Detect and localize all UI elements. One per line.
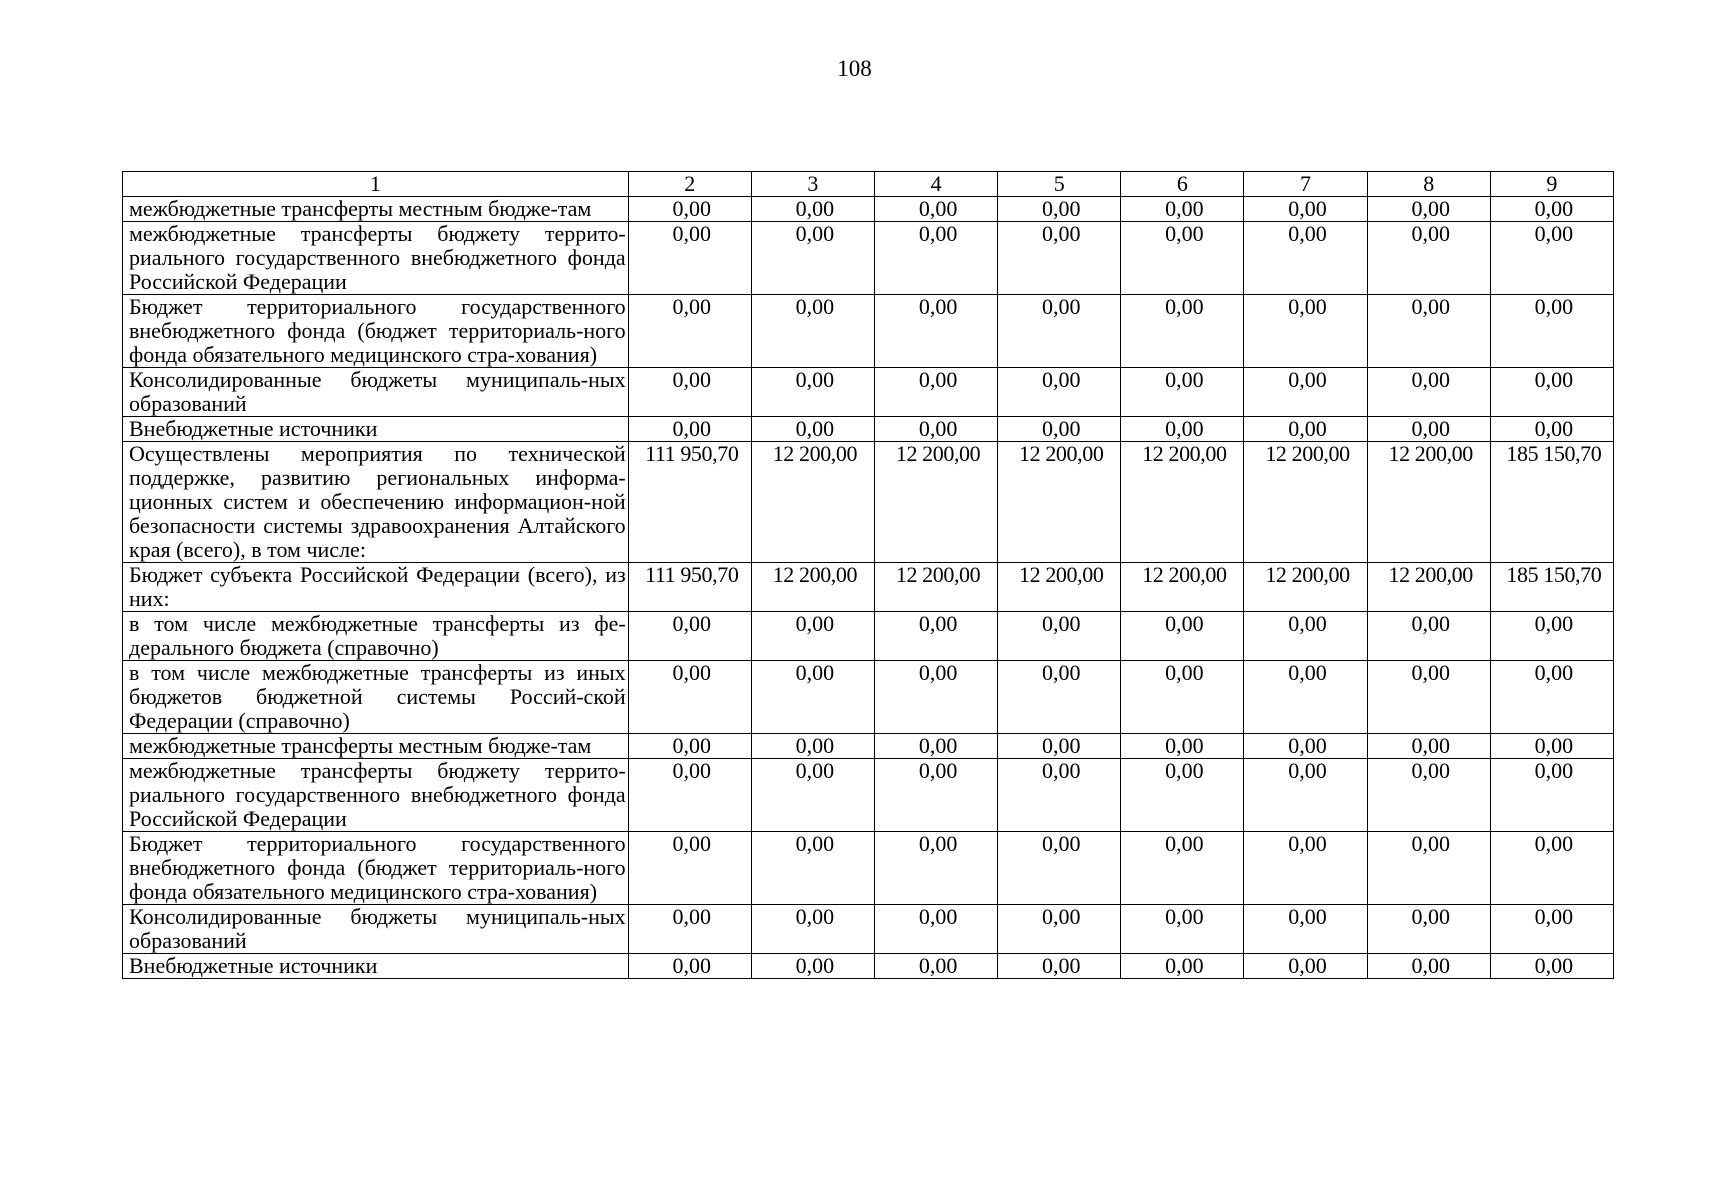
column-number: 4 bbox=[874, 172, 997, 197]
row-value: 0,00 bbox=[1244, 368, 1367, 417]
row-value: 0,00 bbox=[1121, 661, 1244, 734]
row-value: 0,00 bbox=[1367, 661, 1490, 734]
column-number: 9 bbox=[1490, 172, 1613, 197]
row-value: 0,00 bbox=[998, 905, 1121, 954]
row-value: 0,00 bbox=[1121, 612, 1244, 661]
row-value: 0,00 bbox=[1490, 222, 1613, 295]
row-value: 0,00 bbox=[751, 905, 874, 954]
column-number-row bbox=[123, 172, 1614, 197]
row-value: 0,00 bbox=[998, 612, 1121, 661]
row-value: 0,00 bbox=[998, 368, 1121, 417]
row-value: 0,00 bbox=[1367, 612, 1490, 661]
row-value: 185 150,70 bbox=[1490, 442, 1613, 563]
row-value: 0,00 bbox=[874, 368, 997, 417]
row-label: Бюджет территориального государственного внебюджетного фонда (бюджет территориаль-ного фонда обязательного медицинского стра-хования) bbox=[123, 832, 629, 905]
row-value: 0,00 bbox=[1367, 734, 1490, 759]
row-value: 12 200,00 bbox=[1244, 442, 1367, 563]
table-body bbox=[123, 197, 1614, 979]
row-value: 0,00 bbox=[874, 905, 997, 954]
row-value: 0,00 bbox=[874, 832, 997, 905]
column-number: 3 bbox=[751, 172, 874, 197]
table-row bbox=[123, 832, 1614, 905]
row-label: Консолидированные бюджеты муниципаль-ных образований bbox=[123, 368, 629, 417]
column-number: 5 bbox=[998, 172, 1121, 197]
row-value: 0,00 bbox=[998, 295, 1121, 368]
row-value: 185 150,70 bbox=[1490, 563, 1613, 612]
column-number: 7 bbox=[1244, 172, 1367, 197]
row-value: 0,00 bbox=[628, 832, 751, 905]
row-value: 12 200,00 bbox=[1121, 563, 1244, 612]
column-number: 8 bbox=[1367, 172, 1490, 197]
row-value: 0,00 bbox=[1244, 734, 1367, 759]
row-value: 0,00 bbox=[1490, 368, 1613, 417]
row-label: межбюджетные трансферты местным бюдже-там bbox=[123, 197, 629, 222]
table-row bbox=[123, 661, 1614, 734]
row-value: 0,00 bbox=[1244, 612, 1367, 661]
row-value: 12 200,00 bbox=[874, 563, 997, 612]
row-value: 0,00 bbox=[1490, 905, 1613, 954]
row-value: 0,00 bbox=[1121, 222, 1244, 295]
row-value: 111 950,70 bbox=[628, 563, 751, 612]
row-value: 0,00 bbox=[1244, 661, 1367, 734]
row-label: межбюджетные трансферты бюджету террито-риального государственного внебюджетного фонда Российской Федерации bbox=[123, 222, 629, 295]
row-value: 0,00 bbox=[1244, 759, 1367, 832]
row-value: 0,00 bbox=[751, 759, 874, 832]
row-value: 12 200,00 bbox=[1367, 442, 1490, 563]
row-value: 0,00 bbox=[628, 759, 751, 832]
table-row bbox=[123, 222, 1614, 295]
row-value: 0,00 bbox=[874, 295, 997, 368]
row-value: 12 200,00 bbox=[1367, 563, 1490, 612]
row-value: 0,00 bbox=[1121, 954, 1244, 979]
row-value: 0,00 bbox=[628, 417, 751, 442]
row-value: 0,00 bbox=[874, 759, 997, 832]
row-label: в том числе межбюджетные трансферты из иных бюджетов бюджетной системы Россий-ской Федерации (справочно) bbox=[123, 661, 629, 734]
row-value: 0,00 bbox=[751, 222, 874, 295]
row-value: 0,00 bbox=[998, 417, 1121, 442]
row-label: Бюджет территориального государственного внебюджетного фонда (бюджет территориаль-ного фонда обязательного медицинского стра-хования) bbox=[123, 295, 629, 368]
row-value: 0,00 bbox=[998, 734, 1121, 759]
row-value: 0,00 bbox=[1490, 612, 1613, 661]
row-value: 0,00 bbox=[751, 295, 874, 368]
row-value: 0,00 bbox=[1244, 954, 1367, 979]
row-value: 0,00 bbox=[998, 661, 1121, 734]
row-value: 0,00 bbox=[1244, 832, 1367, 905]
row-value: 0,00 bbox=[874, 612, 997, 661]
row-value: 0,00 bbox=[1490, 954, 1613, 979]
row-value: 12 200,00 bbox=[998, 563, 1121, 612]
page-number: 108 bbox=[837, 56, 872, 81]
row-value: 12 200,00 bbox=[998, 442, 1121, 563]
row-value: 0,00 bbox=[998, 222, 1121, 295]
row-value: 111 950,70 bbox=[628, 442, 751, 563]
row-value: 0,00 bbox=[1244, 197, 1367, 222]
row-value: 0,00 bbox=[998, 759, 1121, 832]
table-row bbox=[123, 368, 1614, 417]
row-value: 0,00 bbox=[998, 197, 1121, 222]
row-value: 0,00 bbox=[1490, 661, 1613, 734]
row-value: 0,00 bbox=[1244, 222, 1367, 295]
row-value: 12 200,00 bbox=[1244, 563, 1367, 612]
row-value: 0,00 bbox=[1121, 734, 1244, 759]
row-value: 0,00 bbox=[751, 734, 874, 759]
row-value: 0,00 bbox=[1490, 417, 1613, 442]
row-label: Консолидированные бюджеты муниципаль-ных образований bbox=[123, 905, 629, 954]
row-value: 12 200,00 bbox=[751, 563, 874, 612]
row-value: 0,00 bbox=[874, 661, 997, 734]
row-value: 0,00 bbox=[1121, 295, 1244, 368]
row-value: 0,00 bbox=[1367, 905, 1490, 954]
row-value: 0,00 bbox=[628, 368, 751, 417]
row-value: 0,00 bbox=[628, 954, 751, 979]
row-value: 0,00 bbox=[1490, 759, 1613, 832]
row-value: 0,00 bbox=[628, 612, 751, 661]
table-row bbox=[123, 295, 1614, 368]
row-value: 0,00 bbox=[998, 832, 1121, 905]
row-value: 0,00 bbox=[1121, 368, 1244, 417]
table-row bbox=[123, 417, 1614, 442]
budget-table bbox=[122, 171, 1614, 979]
row-label: в том числе межбюджетные трансферты из фе-дерального бюджета (справочно) bbox=[123, 612, 629, 661]
table-row bbox=[123, 734, 1614, 759]
row-value: 0,00 bbox=[998, 954, 1121, 979]
row-value: 0,00 bbox=[1367, 295, 1490, 368]
row-value: 0,00 bbox=[1121, 197, 1244, 222]
row-value: 0,00 bbox=[1490, 832, 1613, 905]
row-value: 12 200,00 bbox=[874, 442, 997, 563]
row-value: 0,00 bbox=[751, 832, 874, 905]
row-value: 0,00 bbox=[751, 661, 874, 734]
row-value: 0,00 bbox=[1367, 954, 1490, 979]
row-value: 0,00 bbox=[751, 417, 874, 442]
table-row bbox=[123, 563, 1614, 612]
column-number: 6 bbox=[1121, 172, 1244, 197]
row-value: 0,00 bbox=[1244, 905, 1367, 954]
row-value: 0,00 bbox=[1121, 832, 1244, 905]
row-value: 0,00 bbox=[1244, 295, 1367, 368]
table-row bbox=[123, 442, 1614, 563]
row-value: 0,00 bbox=[1367, 417, 1490, 442]
row-value: 0,00 bbox=[1367, 832, 1490, 905]
row-label: Бюджет субъекта Российской Федерации (всего), из них: bbox=[123, 563, 629, 612]
row-value: 0,00 bbox=[1244, 417, 1367, 442]
row-value: 0,00 bbox=[874, 734, 997, 759]
row-value: 0,00 bbox=[1121, 759, 1244, 832]
table-row bbox=[123, 759, 1614, 832]
column-number: 2 bbox=[628, 172, 751, 197]
row-value: 0,00 bbox=[874, 197, 997, 222]
row-value: 0,00 bbox=[751, 612, 874, 661]
row-value: 0,00 bbox=[628, 197, 751, 222]
table-row bbox=[123, 954, 1614, 979]
row-value: 0,00 bbox=[1490, 295, 1613, 368]
column-number: 1 bbox=[123, 172, 629, 197]
row-value: 0,00 bbox=[1367, 368, 1490, 417]
row-label: межбюджетные трансферты бюджету террито-риального государственного внебюджетного фонда Российской Федерации bbox=[123, 759, 629, 832]
row-value: 0,00 bbox=[1490, 734, 1613, 759]
row-label: Осуществлены мероприятия по технической поддержке, развитию региональных информа-ционных систем и обеспечению информацион-ной безопасности системы здравоохранения Алтайского края (всего), в том числе: bbox=[123, 442, 629, 563]
row-value: 0,00 bbox=[628, 661, 751, 734]
row-value: 12 200,00 bbox=[751, 442, 874, 563]
row-value: 12 200,00 bbox=[1121, 442, 1244, 563]
row-value: 0,00 bbox=[874, 222, 997, 295]
table-row bbox=[123, 612, 1614, 661]
row-label: Внебюджетные источники bbox=[123, 417, 629, 442]
row-value: 0,00 bbox=[628, 222, 751, 295]
row-value: 0,00 bbox=[1367, 222, 1490, 295]
row-value: 0,00 bbox=[628, 734, 751, 759]
row-label: межбюджетные трансферты местным бюдже-там bbox=[123, 734, 629, 759]
row-value: 0,00 bbox=[751, 368, 874, 417]
row-value: 0,00 bbox=[751, 197, 874, 222]
row-value: 0,00 bbox=[628, 295, 751, 368]
table-row bbox=[123, 905, 1614, 954]
table-row bbox=[123, 197, 1614, 222]
row-label: Внебюджетные источники bbox=[123, 954, 629, 979]
row-value: 0,00 bbox=[1121, 417, 1244, 442]
row-value: 0,00 bbox=[1367, 197, 1490, 222]
row-value: 0,00 bbox=[1367, 759, 1490, 832]
row-value: 0,00 bbox=[628, 905, 751, 954]
row-value: 0,00 bbox=[1121, 905, 1244, 954]
row-value: 0,00 bbox=[874, 954, 997, 979]
row-value: 0,00 bbox=[1490, 197, 1613, 222]
row-value: 0,00 bbox=[751, 954, 874, 979]
row-value: 0,00 bbox=[874, 417, 997, 442]
